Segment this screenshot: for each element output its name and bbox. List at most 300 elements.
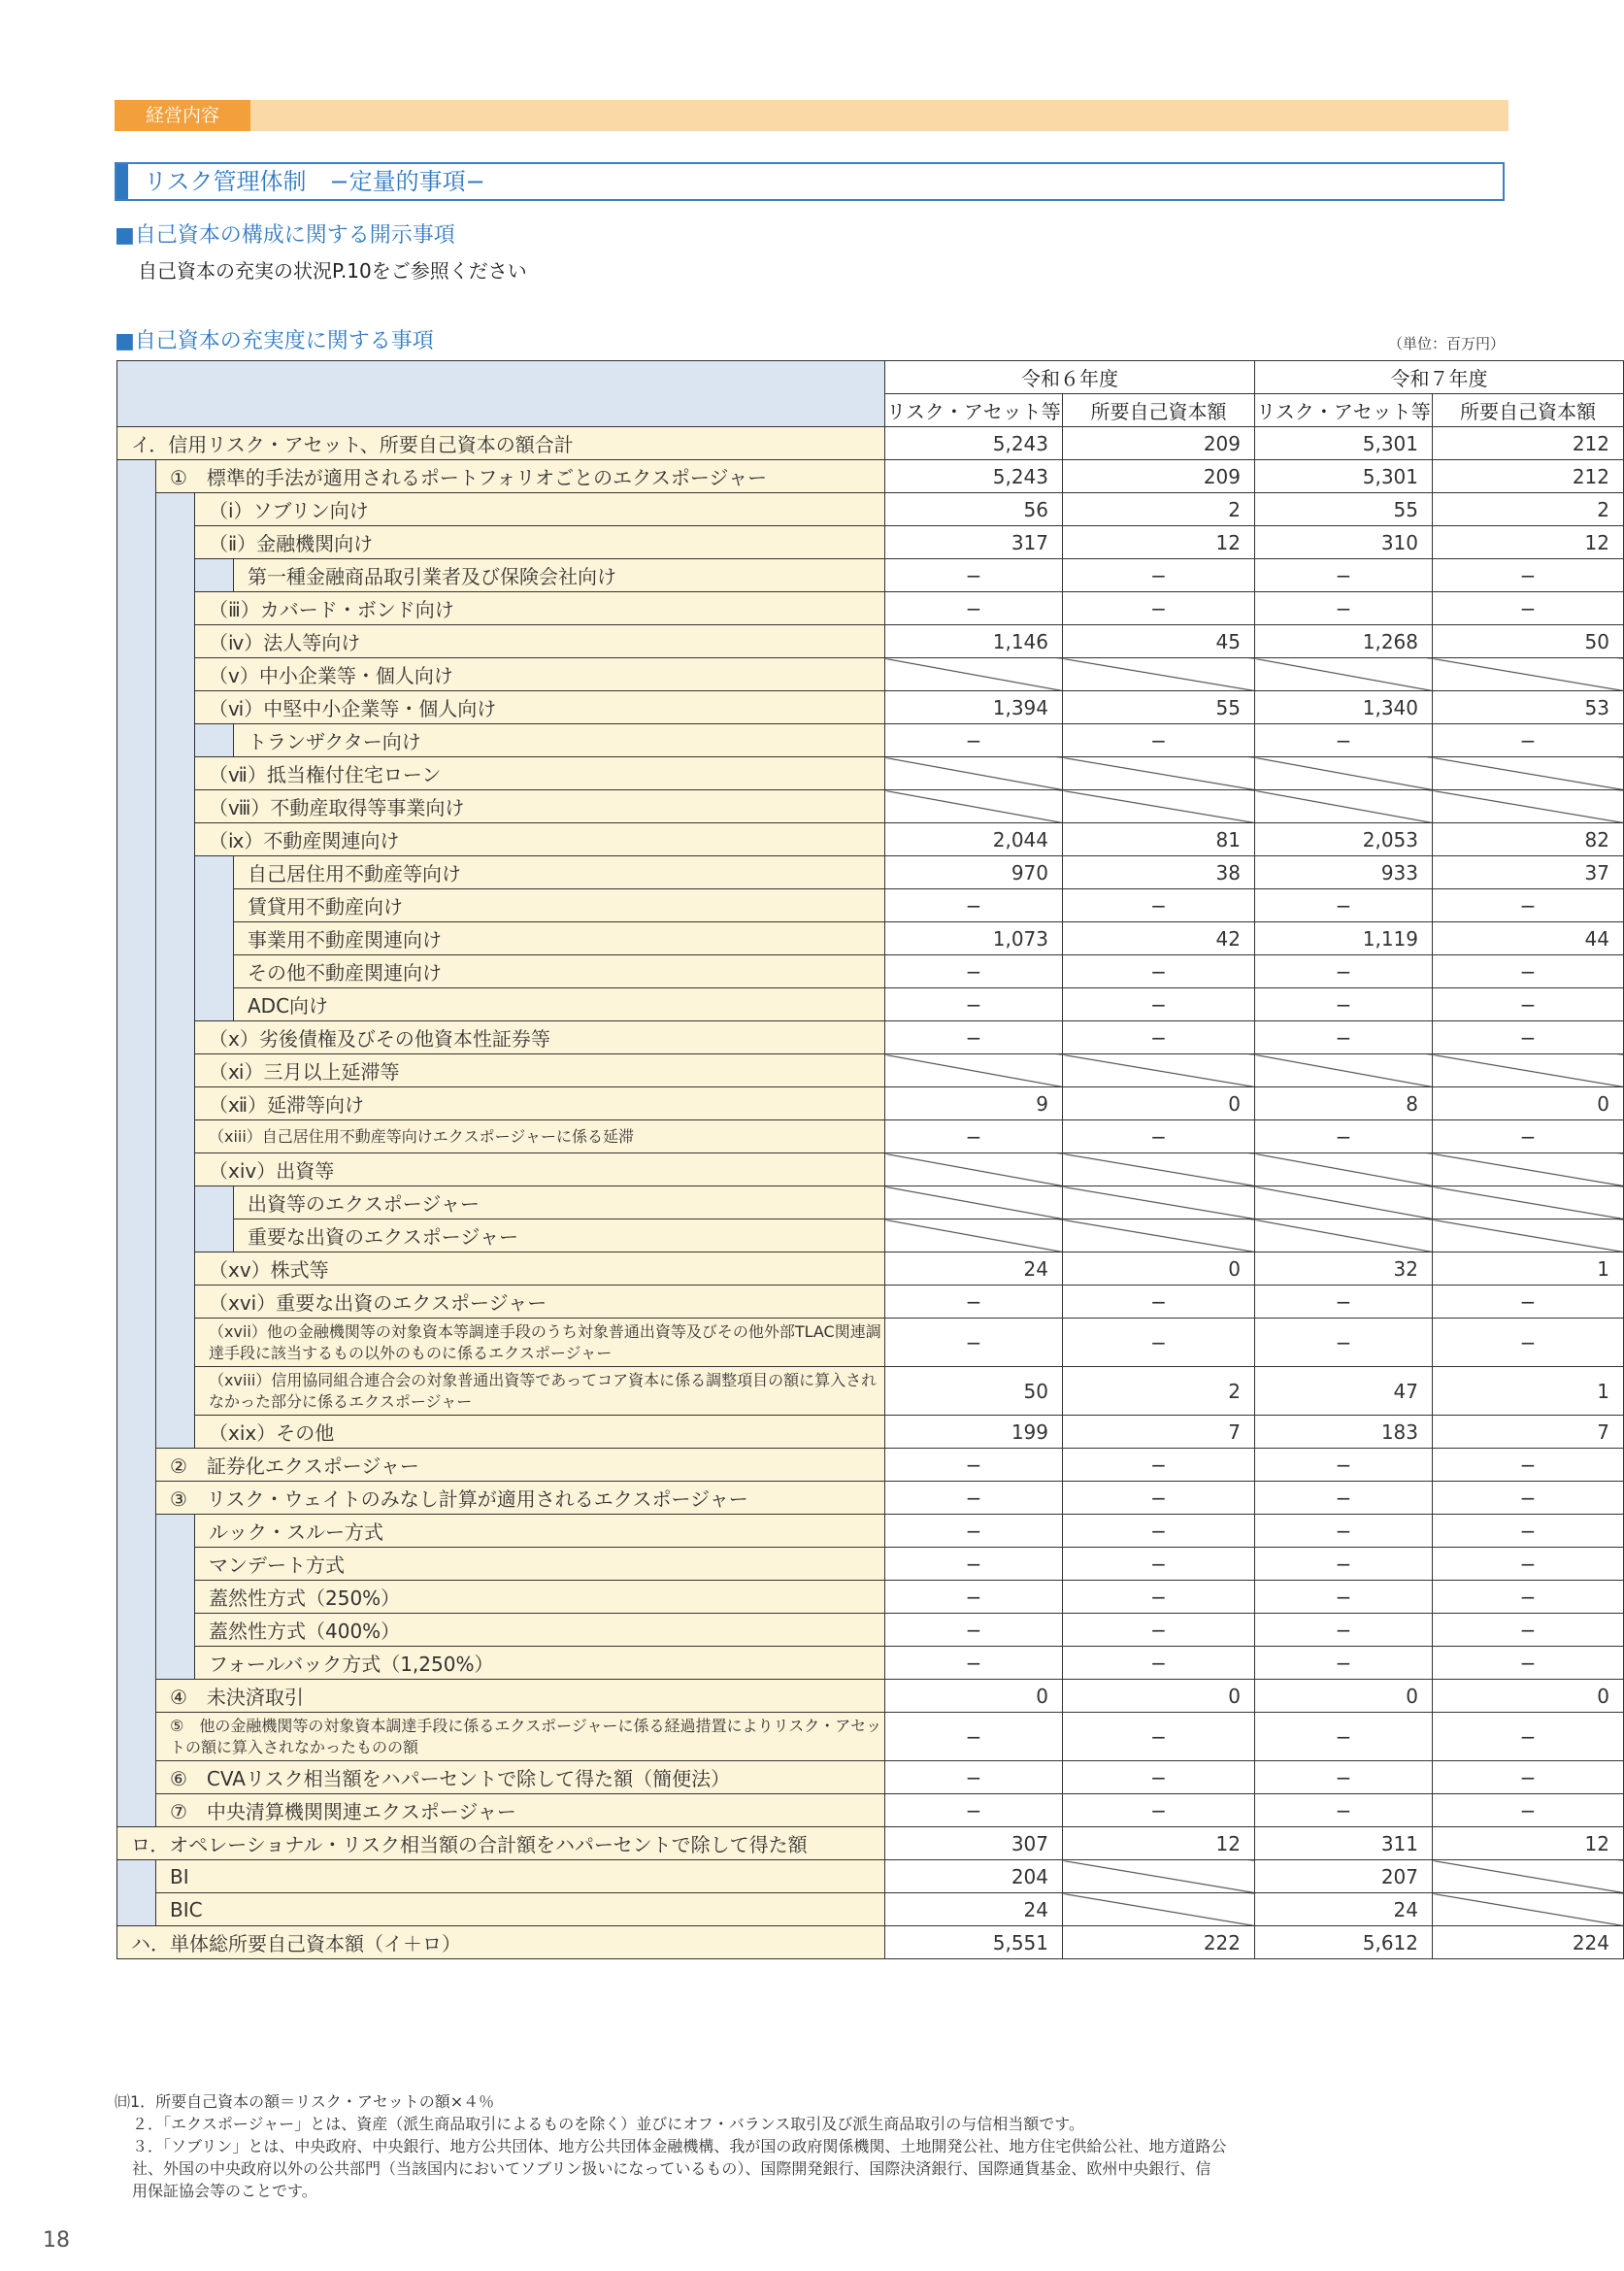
indent-cell [117, 1893, 156, 1926]
indent-cell [117, 1319, 156, 1367]
table-row [117, 526, 1624, 559]
table-row [117, 1153, 1624, 1186]
indent-cell [156, 625, 195, 658]
value-cell [885, 1054, 1063, 1087]
table-row [117, 1926, 1624, 1959]
indent-cell [117, 856, 156, 889]
value-cell: 183 [1255, 1416, 1433, 1449]
table-row [117, 1286, 1624, 1319]
value-cell: 2 [1063, 493, 1255, 526]
table-row [117, 1860, 1624, 1893]
table-body [117, 427, 1624, 1959]
value-cell: − [1063, 1647, 1255, 1680]
value-cell: − [885, 1581, 1063, 1614]
value-cell: 2 [1433, 493, 1624, 526]
row-label: ① 標準的手法が適用されるポートフォリオごとのエクスポージャー [156, 460, 885, 493]
value-cell: 317 [885, 526, 1063, 559]
section-tag: 経営内容 [115, 100, 250, 131]
value-cell [885, 1186, 1063, 1219]
indent-cell [156, 922, 195, 955]
value-cell: 12 [1433, 1827, 1624, 1860]
value-cell: 55 [1063, 691, 1255, 724]
row-label: ② 証券化エクスポージャー [156, 1449, 885, 1482]
indent-cell [117, 1548, 156, 1581]
indent-cell [156, 1614, 195, 1647]
value-cell: 204 [885, 1860, 1063, 1893]
indent-cell [117, 1647, 156, 1680]
value-cell: − [1433, 1286, 1624, 1319]
value-cell: 222 [1063, 1926, 1255, 1959]
table-row [117, 1581, 1624, 1614]
indent-cell [156, 1153, 195, 1186]
row-label: （xiv）出資等 [195, 1153, 885, 1186]
row-label: （ⅸ）不動産関連向け [195, 823, 885, 856]
value-cell [1433, 757, 1624, 790]
indent-cell [156, 1548, 195, 1581]
value-cell: 82 [1433, 823, 1624, 856]
value-cell [1063, 658, 1255, 691]
value-cell: − [885, 1286, 1063, 1319]
table-row [117, 460, 1624, 493]
value-cell: 1,340 [1255, 691, 1433, 724]
value-cell: 55 [1255, 493, 1433, 526]
col-header: リスク・アセット等 [1255, 394, 1433, 427]
indent-cell [156, 592, 195, 625]
row-label: BIC [156, 1893, 885, 1926]
value-cell [1255, 658, 1433, 691]
value-cell: − [1255, 1021, 1433, 1054]
indent-cell [117, 1021, 156, 1054]
col-header: 所要自己資本額 [1433, 394, 1624, 427]
indent-cell [117, 1614, 156, 1647]
value-cell: 9 [885, 1087, 1063, 1120]
table-row [117, 1120, 1624, 1153]
value-cell: − [885, 955, 1063, 988]
value-cell: − [885, 1548, 1063, 1581]
value-cell: 5,612 [1255, 1926, 1433, 1959]
indent-cell [156, 1186, 195, 1219]
table-row [117, 559, 1624, 592]
indent-cell [117, 1054, 156, 1087]
value-cell: − [1255, 955, 1433, 988]
value-cell: 212 [1433, 427, 1624, 460]
indent-cell [117, 889, 156, 922]
value-cell: 5,243 [885, 427, 1063, 460]
value-cell: − [1255, 1286, 1433, 1319]
value-cell: − [885, 1021, 1063, 1054]
page-title-box [115, 162, 1505, 201]
notes [115, 2090, 1508, 2202]
value-cell: 0 [1433, 1680, 1624, 1713]
value-cell: − [1255, 1614, 1433, 1647]
table-row [117, 1252, 1624, 1286]
value-cell: 0 [885, 1680, 1063, 1713]
indent-cell [117, 1713, 156, 1761]
indent-cell [117, 658, 156, 691]
table-row [117, 658, 1624, 691]
indent-cell [117, 493, 156, 526]
value-cell: 1,146 [885, 625, 1063, 658]
row-label: ⑦ 中央清算機関関連エクスポージャー [156, 1794, 885, 1827]
value-cell: 2,053 [1255, 823, 1433, 856]
indent-cell [117, 1761, 156, 1794]
value-cell: − [1433, 955, 1624, 988]
table-row [117, 1827, 1624, 1860]
indent-cell [117, 1860, 156, 1893]
row-label: （ⅰ）ソブリン向け [195, 493, 885, 526]
value-cell: 50 [885, 1367, 1063, 1416]
note-1: ㈰1．所要自己資本の額＝リスク・アセットの額×４％ [115, 2092, 495, 2111]
row-label: （ⅴ）中小企業等・個人向け [195, 658, 885, 691]
row-label: その他不動産関連向け [234, 955, 885, 988]
row-label: （ⅺ）三月以上延滞等 [195, 1054, 885, 1087]
value-cell: − [1433, 1761, 1624, 1794]
indent-cell [117, 1680, 156, 1713]
value-cell: − [1433, 1548, 1624, 1581]
table-row [117, 1319, 1624, 1367]
row-label: 事業用不動産関連向け [234, 922, 885, 955]
value-cell: 5,243 [885, 460, 1063, 493]
row-label: （xvi）重要な出資のエクスポージャー [195, 1286, 885, 1319]
row-label: トランザクター向け [234, 724, 885, 757]
table-row [117, 1680, 1624, 1713]
value-cell: 207 [1255, 1860, 1433, 1893]
value-cell: 0 [1433, 1087, 1624, 1120]
indent-cell [156, 1054, 195, 1087]
table-row [117, 790, 1624, 823]
value-cell: 5,551 [885, 1926, 1063, 1959]
value-cell: 1,119 [1255, 922, 1433, 955]
indent-cell [117, 1153, 156, 1186]
value-cell [1063, 1219, 1255, 1252]
note-3: ３．「ソブリン」とは、中央政府、中央銀行、地方公共団体、地方公共団体金融機構、我が国の政府関係機関、土地開発公社、地方住宅供給公社、地方道路公 [132, 2137, 1227, 2155]
row-label: 自己居住用不動産等向け [234, 856, 885, 889]
row-label: ③ リスク・ウェイトのみなし計算が適用されるエクスポージャー [156, 1482, 885, 1515]
table-row [117, 493, 1624, 526]
value-cell: 1 [1433, 1252, 1624, 1286]
value-cell: − [885, 1515, 1063, 1548]
table-row [117, 1893, 1624, 1926]
indent-cell [195, 724, 234, 757]
value-cell: 209 [1063, 427, 1255, 460]
value-cell: − [1433, 988, 1624, 1021]
value-cell: − [885, 1449, 1063, 1482]
indent-cell [117, 1087, 156, 1120]
indent-cell [117, 1252, 156, 1286]
value-cell: − [1433, 1482, 1624, 1515]
row-label: BI [156, 1860, 885, 1893]
table-row [117, 1548, 1624, 1581]
row-label: 出資等のエクスポージャー [234, 1186, 885, 1219]
value-cell: 212 [1433, 460, 1624, 493]
value-cell: − [1063, 955, 1255, 988]
indent-cell [117, 823, 156, 856]
row-label: 蓋然性方式（250%） [195, 1581, 885, 1614]
value-cell: − [1433, 592, 1624, 625]
value-cell: − [1433, 1515, 1624, 1548]
row-label: （ⅳ）法人等向け [195, 625, 885, 658]
value-cell [885, 757, 1063, 790]
value-cell: 311 [1255, 1827, 1433, 1860]
value-cell: − [885, 1482, 1063, 1515]
value-cell: 0 [1063, 1252, 1255, 1286]
indent-cell [156, 823, 195, 856]
row-label: 賃貸用不動産向け [234, 889, 885, 922]
value-cell: 45 [1063, 625, 1255, 658]
value-cell: − [1063, 988, 1255, 1021]
row-label: マンデート方式 [195, 1548, 885, 1581]
value-cell: − [885, 1614, 1063, 1647]
row-label: ⑥ CVAリスク相当額をハパーセントで除して得た額（簡便法） [156, 1761, 885, 1794]
indent-cell [195, 922, 234, 955]
value-cell: 53 [1433, 691, 1624, 724]
row-label: （ⅹ）劣後債権及びその他資本性証券等 [195, 1021, 885, 1054]
indent-cell [117, 1120, 156, 1153]
row-label: （xviii）信用協同組合連合会の対象普通出資等であってコア資本に係る調整項目の額に算入されなかった部分に係るエクスポージャー [195, 1367, 885, 1416]
indent-cell [156, 1087, 195, 1120]
value-cell [1433, 790, 1624, 823]
value-cell: 8 [1255, 1087, 1433, 1120]
row-label: ロ．オペレーショナル・リスク相当額の合計額をハパーセントで除して得た額 [117, 1827, 885, 1860]
value-cell: − [885, 1794, 1063, 1827]
value-cell: − [1433, 1794, 1624, 1827]
indent-cell [156, 889, 195, 922]
table-row [117, 757, 1624, 790]
value-cell: 199 [885, 1416, 1063, 1449]
value-cell [1063, 790, 1255, 823]
table-row [117, 1614, 1624, 1647]
value-cell: 12 [1433, 526, 1624, 559]
table-row [117, 1449, 1624, 1482]
indent-cell [117, 625, 156, 658]
table-row [117, 1219, 1624, 1252]
value-cell [1433, 1153, 1624, 1186]
indent-cell [117, 1219, 156, 1252]
value-cell: − [1063, 1120, 1255, 1153]
value-cell: 933 [1255, 856, 1433, 889]
row-label: （xix）その他 [195, 1416, 885, 1449]
row-label: （xv）株式等 [195, 1252, 885, 1286]
indent-cell [156, 790, 195, 823]
indent-cell [117, 1794, 156, 1827]
table-row [117, 1794, 1624, 1827]
table-row [117, 1087, 1624, 1120]
value-cell: − [1255, 559, 1433, 592]
indent-cell [156, 1219, 195, 1252]
indent-cell [156, 1286, 195, 1319]
value-cell: 970 [885, 856, 1063, 889]
value-cell: − [1255, 1647, 1433, 1680]
value-cell: − [1433, 889, 1624, 922]
note-2: ２．「エクスポージャー」とは、資産（派生商品取引によるものを除く）並びにオフ・バランス取引及び派生商品取引の与信相当額です。 [132, 2115, 1084, 2133]
value-cell: − [1063, 1713, 1255, 1761]
value-cell: 12 [1063, 526, 1255, 559]
row-label: 重要な出資のエクスポージャー [234, 1219, 885, 1252]
value-cell: 12 [1063, 1827, 1255, 1860]
indent-cell [117, 790, 156, 823]
table-row [117, 1713, 1624, 1761]
indent-cell [117, 955, 156, 988]
value-cell: − [1433, 1614, 1624, 1647]
row-label: ルック・スルー方式 [195, 1515, 885, 1548]
indent-cell [117, 988, 156, 1021]
value-cell: − [885, 559, 1063, 592]
row-label: 第一種金融商品取引業者及び保険会社向け [234, 559, 885, 592]
value-cell: − [1063, 1286, 1255, 1319]
value-cell: − [1063, 592, 1255, 625]
value-cell: 24 [885, 1252, 1063, 1286]
value-cell: − [1433, 1120, 1624, 1153]
value-cell: 310 [1255, 526, 1433, 559]
indent-cell [156, 658, 195, 691]
value-cell [1063, 757, 1255, 790]
value-cell: − [885, 1713, 1063, 1761]
value-cell [1433, 1893, 1624, 1926]
table-row [117, 922, 1624, 955]
table-row [117, 1186, 1624, 1219]
value-cell: 44 [1433, 922, 1624, 955]
value-cell [1255, 1054, 1433, 1087]
page-number: 18 [43, 2228, 70, 2253]
value-cell: − [1063, 1449, 1255, 1482]
row-label: ハ．単体総所要自己資本額（イ＋ロ） [117, 1926, 885, 1959]
section1-text: 自己資本の充実の状況P.10をご参照ください [138, 259, 527, 283]
value-cell [1433, 658, 1624, 691]
value-cell: 81 [1063, 823, 1255, 856]
indent-cell [156, 559, 195, 592]
indent-cell [156, 1120, 195, 1153]
value-cell: − [1255, 1319, 1433, 1367]
value-cell: − [1433, 1647, 1624, 1680]
indent-cell [156, 1319, 195, 1367]
value-cell: − [1063, 1581, 1255, 1614]
indent-cell [117, 1449, 156, 1482]
value-cell [1255, 1186, 1433, 1219]
value-cell: 47 [1255, 1367, 1433, 1416]
value-cell [1063, 1893, 1255, 1926]
value-cell: − [1063, 1761, 1255, 1794]
table-row [117, 955, 1624, 988]
indent-cell [156, 988, 195, 1021]
indent-cell [195, 988, 234, 1021]
indent-cell [117, 757, 156, 790]
value-cell: − [885, 1319, 1063, 1367]
indent-cell [117, 559, 156, 592]
value-cell [1433, 1054, 1624, 1087]
indent-cell [156, 1647, 195, 1680]
value-cell: − [885, 592, 1063, 625]
indent-cell [195, 1186, 234, 1219]
indent-cell [156, 724, 195, 757]
value-cell [1063, 1054, 1255, 1087]
indent-cell [156, 856, 195, 889]
indent-cell [156, 526, 195, 559]
value-cell: 1,073 [885, 922, 1063, 955]
value-cell [885, 1153, 1063, 1186]
value-cell [1255, 1153, 1433, 1186]
value-cell: 50 [1433, 625, 1624, 658]
indent-cell [117, 1416, 156, 1449]
row-label: （ⅻ）延滞等向け [195, 1087, 885, 1120]
col-header: リスク・アセット等 [885, 394, 1063, 427]
value-cell: 7 [1063, 1416, 1255, 1449]
value-cell: 38 [1063, 856, 1255, 889]
table-row [117, 625, 1624, 658]
section2-heading: ■自己資本の充実度に関する事項 [115, 329, 434, 353]
indent-cell [117, 592, 156, 625]
indent-cell [195, 1219, 234, 1252]
indent-cell [156, 1581, 195, 1614]
value-cell: − [1255, 1581, 1433, 1614]
row-label: （xvii）他の金融機関等の対象資本等調達手段のうち対象普通出資等及びその他外部TLAC関連調達手段に該当するもの以外のものに係るエクスポージャー [195, 1319, 885, 1367]
value-cell: 42 [1063, 922, 1255, 955]
value-cell: − [1433, 559, 1624, 592]
value-cell: − [1255, 1449, 1433, 1482]
value-cell: − [1255, 1482, 1433, 1515]
value-cell: 307 [885, 1827, 1063, 1860]
value-cell: 24 [1255, 1893, 1433, 1926]
value-cell: 5,301 [1255, 460, 1433, 493]
section-bar [115, 100, 1508, 131]
value-cell [1433, 1860, 1624, 1893]
indent-cell [117, 1515, 156, 1548]
value-cell: − [1063, 559, 1255, 592]
col-header: 所要自己資本額 [1063, 394, 1255, 427]
table-row [117, 724, 1624, 757]
value-cell: − [1255, 1515, 1433, 1548]
indent-cell [117, 724, 156, 757]
row-label: （ⅵ）中堅中小企業等・個人向け [195, 691, 885, 724]
table-row [117, 988, 1624, 1021]
value-cell: − [885, 724, 1063, 757]
value-cell: − [885, 1647, 1063, 1680]
value-cell: 2 [1063, 1367, 1255, 1416]
indent-cell [156, 1515, 195, 1548]
value-cell: − [1433, 1713, 1624, 1761]
table-row [117, 823, 1624, 856]
row-label: （xiii）自己居住用不動産等向けエクスポージャーに係る延滞 [195, 1120, 885, 1153]
table-row [117, 1482, 1624, 1515]
indent-cell [117, 1286, 156, 1319]
value-cell: − [1063, 1319, 1255, 1367]
indent-cell [156, 493, 195, 526]
row-label: （ⅲ）カバード・ボンド向け [195, 592, 885, 625]
table-row [117, 889, 1624, 922]
section1-heading: ■自己資本の構成に関する開示事項 [115, 223, 455, 248]
value-cell [1063, 1186, 1255, 1219]
value-cell: 2,044 [885, 823, 1063, 856]
value-cell: 209 [1063, 460, 1255, 493]
value-cell: − [1433, 1319, 1624, 1367]
value-cell: − [1063, 1614, 1255, 1647]
row-label: ④ 未決済取引 [156, 1680, 885, 1713]
value-cell: − [1255, 1548, 1433, 1581]
indent-cell [156, 955, 195, 988]
unit-label: （単位：百万円） [1387, 335, 1505, 352]
indent-cell [117, 922, 156, 955]
table-row [117, 691, 1624, 724]
value-cell: 7 [1433, 1416, 1624, 1449]
note-3-cont: 用保証協会等のことです。 [132, 2182, 317, 2200]
indent-cell [195, 559, 234, 592]
value-cell: − [1433, 1021, 1624, 1054]
value-cell: 1,268 [1255, 625, 1433, 658]
value-cell: 32 [1255, 1252, 1433, 1286]
row-label: （ⅱ）金融機関向け [195, 526, 885, 559]
value-cell [885, 658, 1063, 691]
value-cell: − [885, 889, 1063, 922]
capital-adequacy-table [116, 360, 1624, 1959]
